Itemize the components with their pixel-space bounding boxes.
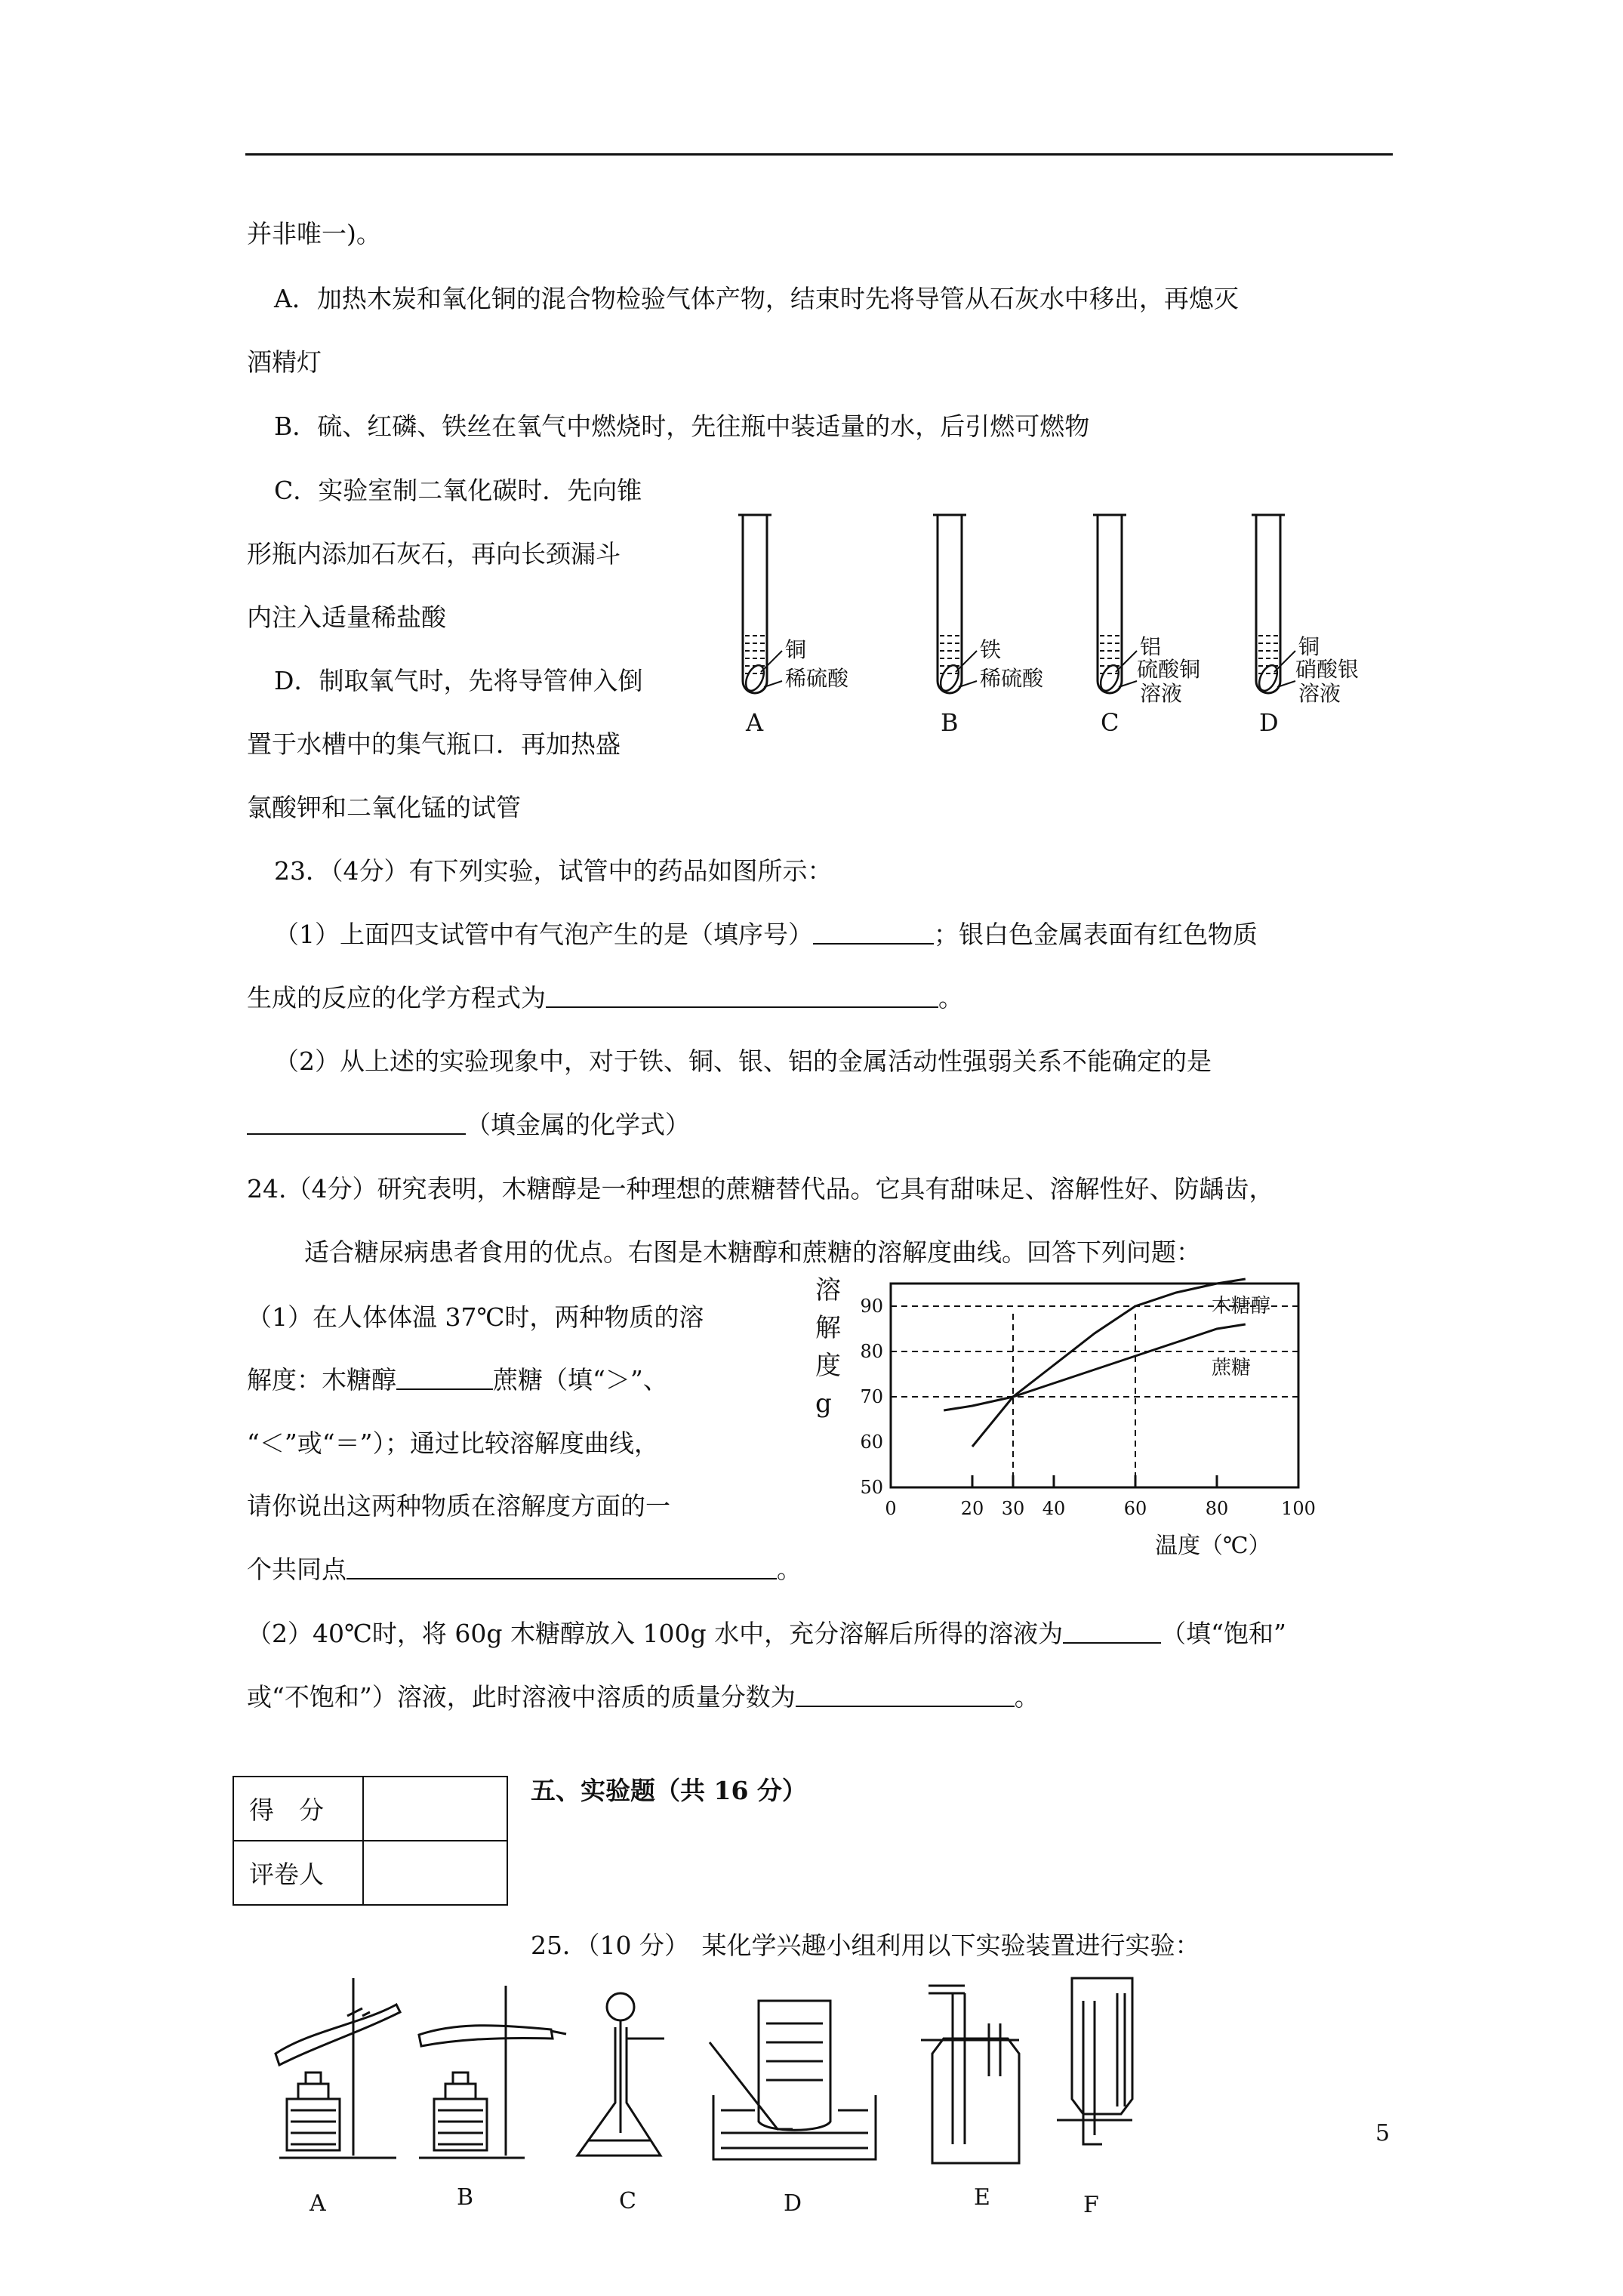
q23-stem: 23．（4分）有下列实验，试管中的药品如图所示： (274, 856, 833, 886)
q22-option-d-line3: 氯酸钾和二氧化锰的试管 (247, 793, 521, 822)
tube-d-solution-1: 硝酸银 (1295, 657, 1360, 682)
page-number: 5 (1375, 2120, 1390, 2147)
x-tick-label-60: 60 (1123, 1498, 1147, 1519)
q22-option-c-line3: 内注入适量稀盐酸 (247, 603, 446, 632)
q23-part2-line2 (247, 1108, 690, 1142)
apparatus-c-letter: C (619, 2188, 636, 2214)
q24-stem-line2: 适合糖尿病患者食用的优点。右图是木糖醇和蔗糖的溶解度曲线。回答下列问题： (304, 1237, 1201, 1267)
tube-a-solution: 稀硫酸 (785, 666, 849, 691)
answer-blank-q23-1[interactable] (813, 920, 934, 945)
q23-part2-line1: （2）从上述的实验现象中，对于铁、铜、银、铝的金属活动性强弱关系不能确定的是 (274, 1046, 1212, 1076)
q23-part1-line2 (247, 982, 963, 1015)
apparatus-d-letter: D (784, 2190, 802, 2217)
q24-stem-line1: 24.（4分）研究表明，木糖醇是一种理想的蔗糖替代品。它具有甜味足、溶解性好、防龋齿， (247, 1174, 1274, 1203)
solubility-chart (800, 1268, 1344, 1570)
q24-p2-text-b: （填“饱和” (1161, 1619, 1286, 1648)
q22-option-b: B．硫、红磷、铁丝在氧气中燃烧时，先往瓶中装适量的水，后引燃可燃物 (274, 411, 1090, 441)
grader-cell[interactable] (363, 1841, 507, 1905)
answer-blank-q23-3[interactable] (247, 1111, 466, 1135)
x-tick-label-0: 0 (885, 1498, 897, 1519)
q24-p1-text-a: 解度：木糖醇 (247, 1365, 396, 1395)
x-tick-label-80: 80 (1205, 1498, 1229, 1519)
tube-c-metal: 铝 (1140, 634, 1162, 659)
q23-p1-text-b: ；银白色金属表面有红色物质 (934, 920, 1258, 949)
test-tube-d (1252, 515, 1359, 737)
q24-p2-text-d: 。 (1014, 1682, 1039, 1712)
q24-p2-text-c: 或“不饱和”）溶液，此时溶液中溶质的质量分数为 (247, 1682, 796, 1712)
y-tick-label-90: 90 (860, 1296, 883, 1317)
chart-tick-labels (860, 1296, 1315, 1519)
q22-option-d-line1: D．制取氧气时，先将导管伸入倒 (274, 666, 643, 695)
x-tick-label-40: 40 (1042, 1498, 1066, 1519)
q23-p1-text-c: 生成的反应的化学方程式为 (247, 983, 546, 1012)
answer-blank-q24-4[interactable] (796, 1683, 1015, 1707)
y-axis-label-char: 解 (815, 1313, 841, 1343)
q23-part1-line1 (274, 918, 1258, 951)
apparatus-b-letter: B (457, 2184, 474, 2211)
x-axis-label: 温度（℃） (1155, 1533, 1271, 1559)
x-tick-label-100: 100 (1281, 1498, 1316, 1519)
y-tick-label-80: 80 (860, 1341, 883, 1362)
q25-stem: 25．（10 分） 某化学兴趣小组利用以下实验装置进行实验： (531, 1931, 1200, 1960)
test-tube-c (1093, 515, 1200, 737)
tube-d-metal: 铜 (1298, 634, 1320, 659)
y-axis-label-char: g (815, 1388, 832, 1419)
q22-option-a-line1: A．加热木炭和氧化铜的混合物检验气体产物，结束时先将导管从石灰水中移出，再熄灭 (274, 284, 1239, 313)
tube-c-letter: C (1101, 708, 1119, 737)
score-cell[interactable] (363, 1777, 507, 1841)
answer-blank-q23-2[interactable] (546, 984, 938, 1008)
apparatus-e-letter: E (974, 2184, 990, 2211)
apparatus-c (577, 1993, 664, 2214)
q24-p1-line3: “＜”或“＝”）；通过比较溶解度曲线， (247, 1428, 659, 1458)
score-label: 得 分 (233, 1777, 363, 1841)
q24-p1-text-c: 个共同点 (247, 1555, 346, 1584)
q24-p1-line5 (247, 1553, 802, 1586)
apparatus-a-letter: A (310, 2190, 326, 2217)
tube-d-letter: D (1259, 708, 1279, 737)
tube-b-metal: 铁 (980, 637, 1002, 662)
apparatus-a (276, 1978, 400, 2217)
y-tick-label-50: 50 (860, 1477, 883, 1498)
apparatus-e (921, 1986, 1019, 2211)
y-tick-label-70: 70 (860, 1386, 883, 1407)
y-axis-label (815, 1275, 841, 1419)
answer-blank-q24-1[interactable] (396, 1366, 493, 1390)
answer-blank-q24-3[interactable] (1063, 1620, 1161, 1644)
apparatus-b (419, 1986, 566, 2211)
chart-series (944, 1279, 1270, 1447)
test-tube-a (738, 515, 849, 737)
q24-p1-line2 (247, 1364, 668, 1397)
apparatus-d (710, 2001, 876, 2217)
series-label-2: 蔗糖 (1212, 1357, 1252, 1379)
header-rule (245, 153, 1393, 156)
q24-p1-line4: 请你说出这两种物质在溶解度方面的一 (247, 1491, 670, 1521)
q23-p1-text-a: （1）上面四支试管中有气泡产生的是（填序号） (274, 920, 813, 949)
q22-option-d-line2: 置于水槽中的集气瓶口．再加热盛 (247, 729, 621, 759)
y-axis-label-char: 度 (815, 1351, 841, 1381)
q22-option-c-line1: C．实验室制二氧化碳时．先向锥 (274, 476, 642, 505)
apparatus-f-letter: F (1083, 2192, 1099, 2218)
apparatus-figure (264, 1971, 1170, 2220)
tube-a-metal: 铜 (785, 637, 807, 662)
test-tube-b (933, 515, 1044, 737)
section5-title: 五、实验题（共 16 分） (531, 1776, 807, 1805)
q24-p2-line1 (247, 1617, 1286, 1650)
tube-c-solution-2: 溶液 (1140, 681, 1183, 706)
y-tick-label-60: 60 (860, 1432, 883, 1453)
apparatus-f (1057, 1978, 1132, 2218)
x-tick-label-30: 30 (1001, 1498, 1025, 1519)
q24-p1-line1: （1）在人体体温 37℃时，两种物质的溶 (247, 1302, 704, 1332)
grader-label: 评卷人 (233, 1841, 363, 1905)
y-axis-label-char: 溶 (815, 1275, 841, 1305)
tube-b-solution: 稀硫酸 (980, 666, 1044, 691)
continuation-text: 并非唯一)。 (247, 219, 381, 248)
q24-p2-line2 (247, 1681, 1039, 1714)
tube-d-solution-2: 溶液 (1298, 681, 1341, 706)
tube-c-solution-1: 硫酸铜 (1137, 657, 1201, 682)
series-label-1: 木糖醇 (1212, 1295, 1271, 1318)
answer-blank-q24-2[interactable] (346, 1555, 777, 1579)
score-table (233, 1776, 508, 1906)
test-tube-figure (725, 506, 1404, 740)
q24-p2-text-a: （2）40℃时，将 60g 木糖醇放入 100g 水中，充分溶解后所得的溶液为 (247, 1619, 1064, 1648)
q23-p2-text-b: （填金属的化学式） (466, 1110, 690, 1139)
q24-p1-text-d: 。 (777, 1555, 802, 1584)
tube-b-letter: B (941, 708, 959, 737)
x-tick-label-20: 20 (960, 1498, 984, 1519)
q22-option-c-line2: 形瓶内添加石灰石，再向长颈漏斗 (247, 539, 621, 569)
tube-a-letter: A (746, 708, 764, 737)
q24-p1-text-b: 蔗糖（填“＞”、 (493, 1365, 668, 1395)
q22-option-a-line2: 酒精灯 (247, 347, 322, 377)
q23-p1-text-d: 。 (938, 983, 963, 1012)
